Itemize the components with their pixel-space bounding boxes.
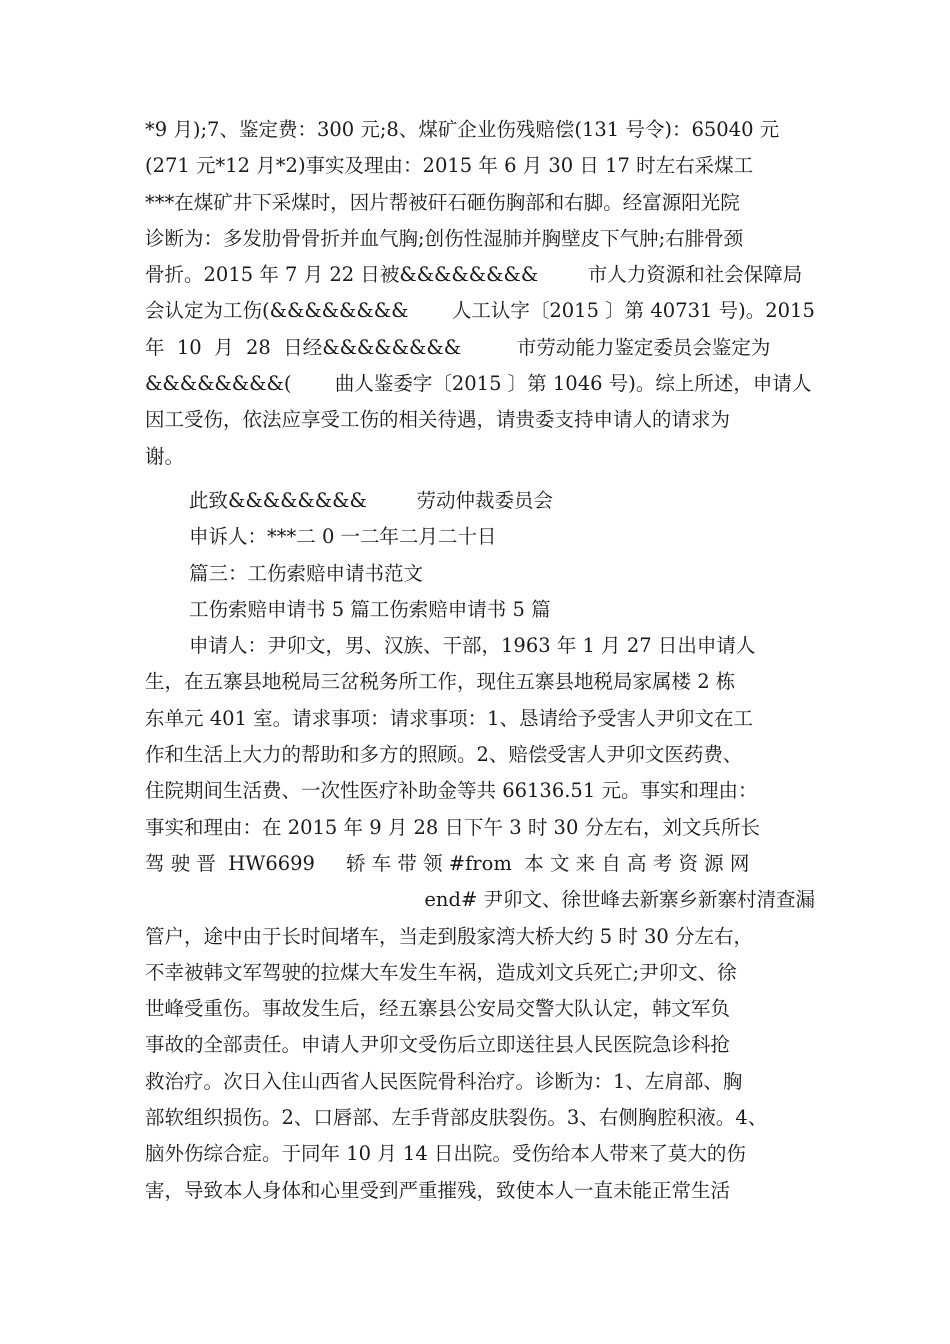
paragraph-line: 事故的全部责任。申请人尹卯文受伤后立即送往县人民医院急诊科抢 (145, 1033, 731, 1057)
paragraph-line: 东单元 401 室。请求事项：请求事项：1、恳请给予受害人尹卯文在工 (145, 706, 754, 730)
paragraph-line: 管户，途中由于长时间堵车，当走到殷家湾大桥大约 5 时 30 分左右， (145, 924, 754, 948)
paragraph-line: end# 尹卯文、徐世峰去新寨乡新寨村清查漏 (424, 888, 815, 912)
paragraph-line: *9 月);7、鉴定费：300 元;8、煤矿企业伤残赔偿(131 号令)：65040 元 (145, 118, 780, 141)
paragraph-line: 因工受伤，依法应享受工伤的相关待遇，请贵委支持申请人的请求为 (145, 408, 731, 432)
paragraph-line: 申请人：尹卯文，男、汉族、干部，1963 年 1 月 27 日出申请人 (189, 634, 756, 658)
paragraph-line: 住院期间生活费、一次性医疗补助金等共 66136.51 元。事实和理由： (145, 779, 758, 803)
paragraph-line: ***在煤矿井下采煤时，因片帮被矸石砸伤胸部和右脚。经富源阳光院 (145, 190, 740, 214)
paragraph-line: 部软组织损伤。2、口唇部、左手背部皮肤裂伤。3、右侧胸腔积液。4、 (145, 1106, 768, 1130)
paragraph-line: 事实和理由：在 2015 年 9 月 28 日下午 3 时 30 分左右，刘文兵所长 (145, 815, 761, 839)
signature-line: 申诉人：***二 0 一二年二月二十日 (189, 525, 497, 549)
paragraph-line: 驾 驶 晋 HW6699 轿 车 带 领 #from 本 文 来 自 高 考 资 源 网 (145, 851, 750, 875)
salutation-line: 此致&&&&&&&& 劳动仲裁委员会 (189, 488, 553, 512)
paragraph-line: 世峰受重伤。事故发生后，经五寨县公安局交警大队认定，韩文军负 (145, 997, 731, 1021)
paragraph-line: 脑外伤综合症。于同年 10 月 14 日出院。受伤给本人带来了莫大的伤 (145, 1142, 746, 1166)
paragraph-line: 诊断为：多发肋骨骨折并血气胸;创伤性湿肺并胸壁皮下气肿;右腓骨颈 (145, 226, 744, 250)
paragraph-line: 年 10 月 28 日经&&&&&&&& 市劳动能力鉴定委员会鉴定为 (145, 335, 771, 359)
paragraph-line: 救治疗。次日入住山西省人民医院骨科治疗。诊断为：1、左肩部、胸 (145, 1069, 743, 1093)
section-subtitle: 工伤索赔申请书 5 篇工伤索赔申请书 5 篇 (189, 597, 551, 621)
paragraph-line: (271 元*12 月*2)事实及理由：2015 年 6 月 30 日 17 时左右采煤工 (145, 154, 754, 178)
paragraph-line: 生，在五寨县地税局三岔税务所工作，现住五寨县地税局家属楼 2 栋 (145, 670, 736, 694)
paragraph-line: 会认定为工伤(&&&&&&&& 人工认字〔2015 〕第 40731 号)。2015 (145, 299, 815, 323)
paragraph-line: 骨折。2015 年 7 月 22 日被&&&&&&&& 市人力资源和社会保障局 (145, 263, 803, 287)
paragraph-line: 谢。 (145, 444, 185, 468)
paragraph-line: &&&&&&&&( 曲人鉴委字〔2015 〕第 1046 号)。综上所述，申请人 (145, 372, 812, 396)
paragraph-line: 不幸被韩文军驾驶的拉煤大车发生车祸，造成刘文兵死亡;尹卯文、徐 (145, 960, 737, 984)
document-body (145, 112, 815, 1209)
section-title: 篇三：工伤索赔申请书范文 (189, 561, 424, 585)
paragraph-line: 害，导致本人身体和心里受到严重摧残，致使本人一直未能正常生活 (145, 1178, 731, 1202)
paragraph-line: 作和生活上大力的帮助和多方的照顾。2、赔偿受害人尹卯文医药费、 (145, 743, 743, 767)
